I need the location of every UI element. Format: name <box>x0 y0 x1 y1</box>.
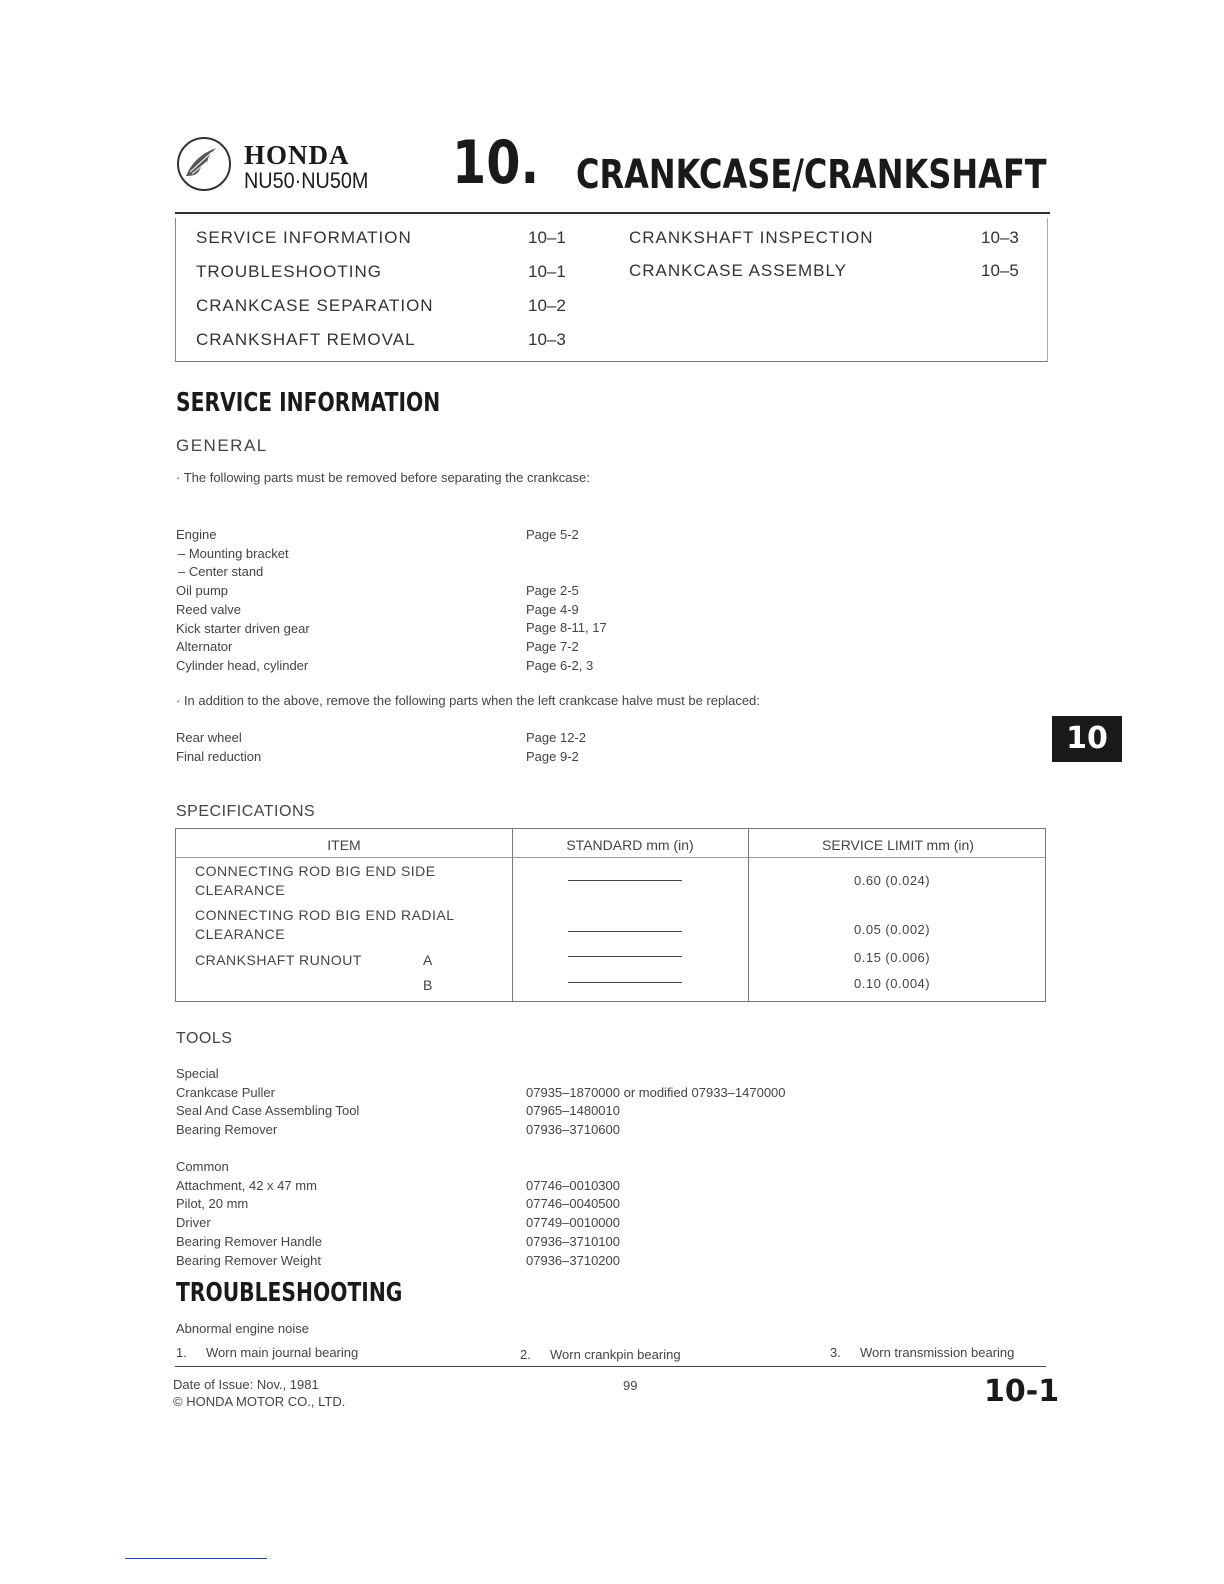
tool-number: 07746–0010300 <box>526 1177 620 1193</box>
service-limit-value: 0.10 (0.004) <box>854 976 931 991</box>
tool-number: 07965–1480010 <box>526 1103 620 1119</box>
spec-item-sub: B <box>423 977 433 993</box>
part-name: – Mounting bracket <box>178 545 289 561</box>
part-page: Page 4-9 <box>526 601 579 617</box>
scan-mark-line <box>125 1558 267 1559</box>
subheading-specifications: SPECIFICATIONS <box>176 803 316 820</box>
standard-blank <box>568 982 682 983</box>
toc-item-page: 10–1 <box>528 262 566 281</box>
standard-blank <box>568 931 682 932</box>
specifications-table <box>175 828 1046 1002</box>
tools-common-numbers <box>526 1177 620 1271</box>
part-name: Kick starter driven gear <box>176 620 310 636</box>
spec-item-line: CLEARANCE <box>195 882 286 898</box>
tool-number: 07749–0010000 <box>526 1215 620 1231</box>
toc-item-label: TROUBLESHOOTING <box>196 262 382 281</box>
tool-number: 07936–3710600 <box>526 1122 620 1138</box>
subheading-tools: TOOLS <box>176 1030 233 1047</box>
tool-name: Bearing Remover Handle <box>176 1233 322 1249</box>
toc-item-page: 10–1 <box>528 228 566 247</box>
issue-date: Date of Issue: Nov., 1981 <box>173 1377 319 1392</box>
service-limit-value: 0.60 (0.024) <box>854 873 931 888</box>
part-page: Page 9-2 <box>526 748 579 764</box>
toc-item-label: SERVICE INFORMATION <box>196 228 412 247</box>
part-page: Page 8-11, 17 <box>526 620 607 636</box>
tools-common-list <box>176 1158 322 1270</box>
tool-name: Bearing Remover <box>176 1122 278 1138</box>
toc-item-label: CRANKCASE SEPARATION <box>196 296 434 315</box>
spec-item-line: CONNECTING ROD BIG END RADIAL <box>195 907 455 923</box>
page-number: 10-1 <box>984 1374 1060 1409</box>
sheet-number: 99 <box>623 1378 638 1393</box>
trouble-item-number: 3. <box>830 1345 841 1360</box>
troubleshooting-subheading: Abnormal engine noise <box>176 1321 309 1336</box>
part-page: Page 5-2 <box>526 527 579 542</box>
copyright: © HONDA MOTOR CO., LTD. <box>173 1394 346 1409</box>
part-name: Engine <box>176 527 217 542</box>
tool-number: 07746–0040500 <box>526 1196 620 1212</box>
section-heading-troubleshooting: TROUBLESHOOTING <box>176 1278 403 1308</box>
column-header-standard: STANDARD mm (in) <box>566 837 694 853</box>
parts-list <box>176 526 310 676</box>
tools-special-label: Special <box>176 1066 219 1081</box>
part-name: Oil pump <box>176 583 229 599</box>
header-rule <box>175 212 1050 214</box>
table-divider <box>512 829 513 1001</box>
standard-blank <box>568 880 682 881</box>
part-page: Page 2-5 <box>526 583 579 599</box>
service-limit-value: 0.15 (0.006) <box>854 950 931 965</box>
part-name: Final reduction <box>176 748 262 764</box>
trouble-item-number: 1. <box>176 1345 187 1360</box>
part-page: Page 12-2 <box>526 730 586 745</box>
tool-name: Attachment, 42 x 47 mm <box>176 1177 317 1193</box>
tools-special-list <box>176 1065 359 1140</box>
part-name: Rear wheel <box>176 730 242 745</box>
trouble-item-text: Worn transmission bearing <box>860 1345 1015 1360</box>
chapter-number: 10. <box>452 128 540 198</box>
tool-name: Driver <box>176 1215 211 1231</box>
trouble-item-text: Worn crankpin bearing <box>550 1347 681 1362</box>
column-header-service-limit: SERVICE LIMIT mm (in) <box>822 837 974 853</box>
toc-item-page: 10–3 <box>528 330 566 349</box>
chapter-side-tab: 10 <box>1052 716 1122 762</box>
chapter-title: CRANKCASE/CRANKSHAFT <box>576 152 1047 198</box>
note-left-crankcase: · In addition to the above, remove the following parts when the left crankcase halve must be replaced: <box>176 693 760 708</box>
note-remove-parts: · The following parts must be removed before separating the crankcase: <box>176 470 590 485</box>
part-name: – Center stand <box>178 564 264 580</box>
toc-item-page: 10–3 <box>981 228 1019 247</box>
column-header-item: ITEM <box>327 837 361 853</box>
part-page: Page 6-2, 3 <box>526 657 594 673</box>
toc-item-page: 10–2 <box>528 296 566 315</box>
trouble-item-number: 2. <box>520 1347 531 1362</box>
toc-item-label: CRANKSHAFT REMOVAL <box>196 330 416 349</box>
parts2-page-list <box>526 729 586 766</box>
tool-name: Pilot, 20 mm <box>176 1196 249 1212</box>
spec-item <box>195 862 436 900</box>
table-of-contents <box>175 218 1048 362</box>
honda-wing-logo <box>176 136 232 192</box>
spec-item-sub: A <box>423 952 433 968</box>
tool-name: Bearing Remover Weight <box>176 1252 321 1268</box>
tool-name: Crankcase Puller <box>176 1084 275 1100</box>
trouble-item-text: Worn main journal bearing <box>206 1345 359 1360</box>
part-page: Page 7-2 <box>526 639 579 655</box>
part-name: Reed valve <box>176 601 242 617</box>
tool-name: Seal And Case Assembling Tool <box>176 1103 360 1119</box>
standard-blank <box>568 956 682 957</box>
part-name: Cylinder head, cylinder <box>176 657 309 673</box>
spec-item <box>195 906 455 944</box>
toc-item-label: CRANKSHAFT INSPECTION <box>629 228 874 247</box>
tool-number: 07936–3710100 <box>526 1233 620 1249</box>
parts-page-list <box>526 526 607 676</box>
spec-item-line: CONNECTING ROD BIG END SIDE <box>195 863 436 879</box>
table-header-rule <box>176 857 1045 858</box>
toc-item-page: 10–5 <box>981 261 1019 280</box>
tools-common-label: Common <box>176 1159 229 1174</box>
model-name: NU50·NU50M <box>244 168 369 193</box>
section-heading-service-information: SERVICE INFORMATION <box>176 388 441 418</box>
part-name: Alternator <box>176 639 233 655</box>
spec-item-line: CLEARANCE <box>195 926 286 942</box>
tool-number: 07935–1870000 or modified 07933–1470000 <box>526 1084 786 1100</box>
toc-item-label: CRANKCASE ASSEMBLY <box>629 261 847 280</box>
service-limit-value: 0.05 (0.002) <box>854 922 931 937</box>
tool-number: 07936–3710200 <box>526 1252 620 1268</box>
footer-rule <box>175 1366 1046 1367</box>
subheading-general: GENERAL <box>176 436 268 455</box>
parts2-list <box>176 729 261 766</box>
spec-item: CRANKSHAFT RUNOUT <box>195 952 362 968</box>
table-divider <box>748 829 749 1001</box>
brand-name: HONDA <box>244 140 350 170</box>
tools-special-numbers <box>526 1084 786 1140</box>
